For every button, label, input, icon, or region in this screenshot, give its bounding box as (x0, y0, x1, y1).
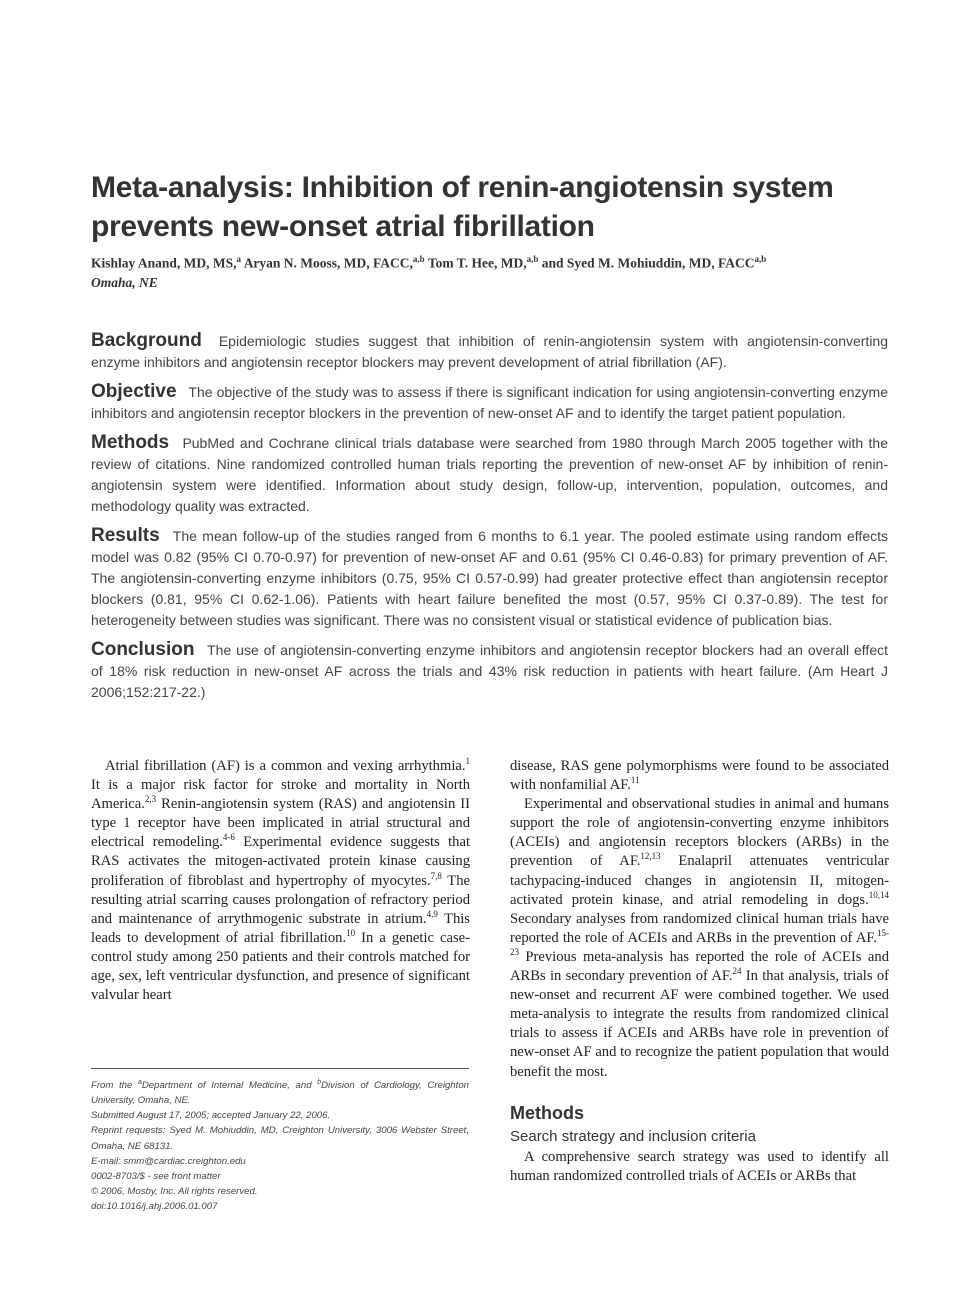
footnote-reprint: Reprint requests: Syed M. Mohiuddin, MD, Creighton University, 3006 Webster Street, Omaha, NE 68131. (91, 1125, 469, 1152)
footnote-affiliation (91, 1075, 469, 1108)
intro2-text-5: In that analysis, trials of new-onset and recurrent AF were combined together. We used meta-analysis to integrate the results from randomized clinical trials to assess if ACEIs and ARBs have role in prevention of new-onset AF and to recognize the patient population that would benefit the most. (510, 968, 889, 1080)
citation-ref[interactable]: 10,14 (868, 889, 889, 900)
results-text: The mean follow-up of the studies ranged from 6 months to 6.1 year. The pooled estimate using random effects model was 0.82 (95% CI 0.70-0.97) for prevention of new-onset AF and 0.61 (95% CI 0.46-0.83) for primary prevention of AF. The angiotensin-converting enzyme inhibitors (0.75, 95% CI 0.57-0.99) had greater protective effect than angiotensin receptor blockers (0.81, 95% CI 0.62-1.06). Patients with heart failure benefited the most (0.57, 95% CI 0.37-0.89). The test for heterogeneity between studies was significant. There was no consistent visual or statistical evidence of publication bias. (91, 528, 888, 628)
abstract (91, 330, 888, 711)
methods-heading: Methods (91, 432, 170, 453)
author-list (91, 250, 911, 292)
footnotes (91, 1075, 469, 1214)
methods-section-heading: Methods (510, 1102, 584, 1123)
abstract-background (91, 330, 888, 373)
intro-text-6: This leads to development of atrial fibrillation. (91, 910, 470, 946)
affil-text-2: Department of Internal Medicine, and (141, 1080, 318, 1092)
footnote-issn: 0002-8703/$ - see front matter (91, 1170, 221, 1182)
background-heading: Background (91, 330, 202, 351)
abstract-conclusion (91, 639, 888, 703)
intro2-text-4: Previous meta-analysis has reported the role of ACEIs and ARBs in secondary prevention of AF. (510, 948, 889, 985)
author-location: Omaha, NE (91, 274, 158, 290)
author-4: and Syed M. Mohiuddin, MD, FACC (541, 255, 755, 271)
intro-text-7: In a genetic case-control study among 250 patients and their controls matched for age, sex, left ventricular dysfunction, and presence of significant valvular heart (91, 929, 470, 1004)
footnote-email[interactable]: E-mail: smm@cardiac.creighton.edu (91, 1155, 246, 1167)
intro-text-3: Renin-angiotensin system (RAS) and angiotensin II type 1 receptor have been implicated in atrial structural and electrical remodeling. (91, 796, 470, 851)
author-1: Kishlay Anand, MD, MS, (91, 255, 237, 271)
methods-text: PubMed and Cochrane clinical trials database were searched from 1980 through March 2005 together with the review of citations. Nine randomized controlled human trials reporting the prevention of new-onset AF by inhibition of renin-angiotensin system were identified. Information about study design, follow-up, intervention, population, outcomes, and methodology quality was extracted. (91, 435, 888, 514)
citation-ref[interactable]: 7,8 (430, 870, 442, 881)
author-1-affil: a (236, 254, 242, 264)
citation-ref[interactable]: 10 (346, 927, 356, 938)
intro-text-4: Experimental evidence suggests that RAS activates the mitogen-activated protein kinase causing proliferation of fibroblast and hypertrophy of myocytes. (91, 834, 470, 889)
abstract-objective (91, 381, 888, 424)
footnote-submitted: Submitted August 17, 2005; accepted January 22, 2006. (91, 1110, 331, 1122)
citation-ref[interactable]: 11 (630, 775, 640, 786)
affil-text-3: Division of Cardiology, Creighton University, Omaha, NE. (91, 1080, 469, 1107)
intro-paragraph-2 (510, 795, 889, 1081)
continued-paragraph (510, 757, 889, 795)
author-2-affil: a,b (412, 254, 425, 264)
abstract-methods (91, 432, 888, 517)
author-3-affil: a,b (526, 254, 539, 264)
footnote-doi[interactable]: doi:10.1016/j.ahj.2006.01.007 (91, 1200, 218, 1212)
intro-paragraph (91, 757, 470, 1005)
citation-ref[interactable]: 15-23 (510, 927, 889, 958)
continued-text: disease, RAS gene polymorphisms were found to be associated with nonfamilial AF. (510, 758, 889, 794)
body-column-right (510, 757, 889, 1186)
conclusion-text: The use of angiotensin-converting enzyme inhibitors and angiotensin receptor blockers had an overall effect of 18% risk reduction in new-onset AF across the trials and 43% risk reduction in patients with heart failure. (Am Heart J 2006;152:217-22.) (91, 642, 888, 700)
intro-text-1: Atrial fibrillation (AF) is a common and vexing arrhythmia. (105, 758, 466, 774)
search-strategy-heading: Search strategy and inclusion criteria (510, 1127, 756, 1145)
citation-ref[interactable]: 1 (465, 756, 470, 767)
affil-sup-a: a (137, 1079, 142, 1086)
footnote-divider (91, 1068, 469, 1069)
results-heading: Results (91, 525, 160, 546)
objective-heading: Objective (91, 381, 177, 402)
methods-paragraph: A comprehensive search strategy was used to identify all human randomized controlled trials of ACEIs or ARBs that (510, 1148, 889, 1184)
author-4-affil: a,b (754, 254, 767, 264)
intro2-text-1: Experimental and observational studies in animal and humans support the role of angiotensin-converting enzyme inhibitors (ACEIs) and angiotensin receptors blockers (ARBs) in the prevention of AF. (510, 796, 889, 870)
citation-ref[interactable]: 4-6 (222, 832, 235, 843)
author-3: Tom T. Hee, MD, (427, 255, 527, 271)
intro-text-5: The resulting atrial scarring causes prolongation of refractory period and maintenance of arrythmogenic substrate in atrium. (91, 872, 470, 927)
intro2-text-2: Enalapril attenuates ventricular tachypacing-induced changes in angiotensin II, mitogen-activated protein kinase, and atrial remodeling in dogs. (510, 853, 889, 908)
objective-text: The objective of the study was to assess if there is significant indication for using angiotensin-converting enzyme inhibitors and angiotensin receptor blockers in the prevention of new-onset AF and to identify the target patient population. (91, 384, 889, 421)
article-title: Meta-analysis: Inhibition of renin-angiotensin system prevents new-onset atrial fibrillation (91, 171, 834, 243)
citation-ref[interactable]: 2,3 (144, 794, 157, 805)
citation-ref[interactable]: 24 (732, 966, 742, 977)
citation-ref[interactable]: 12,13 (640, 851, 661, 862)
body-column-left (91, 757, 470, 1005)
footnote-copyright: © 2006, Mosby, Inc. All rights reserved. (91, 1185, 258, 1197)
background-text: Epidemiologic studies suggest that inhibition of renin-angiotensin system with angiotensin-converting enzyme inhibitors and angiotensin receptor blockers may prevent development of atrial fibrillation (AF). (91, 333, 889, 370)
affil-text-1: From the (91, 1080, 138, 1092)
intro2-text-3: Secondary analyses from randomized clinical human trials have reported the role of ACEIs and ARBs in the prevention of AF. (510, 910, 889, 946)
citation-ref[interactable]: 4,9 (426, 908, 438, 919)
conclusion-heading: Conclusion (91, 639, 195, 660)
affil-sup-b: b (317, 1079, 322, 1086)
author-2: Aryan N. Mooss, MD, FACC, (243, 255, 413, 271)
abstract-results (91, 525, 888, 631)
intro-text-2: It is a major risk factor for stroke and mortality in North America. (91, 777, 470, 813)
